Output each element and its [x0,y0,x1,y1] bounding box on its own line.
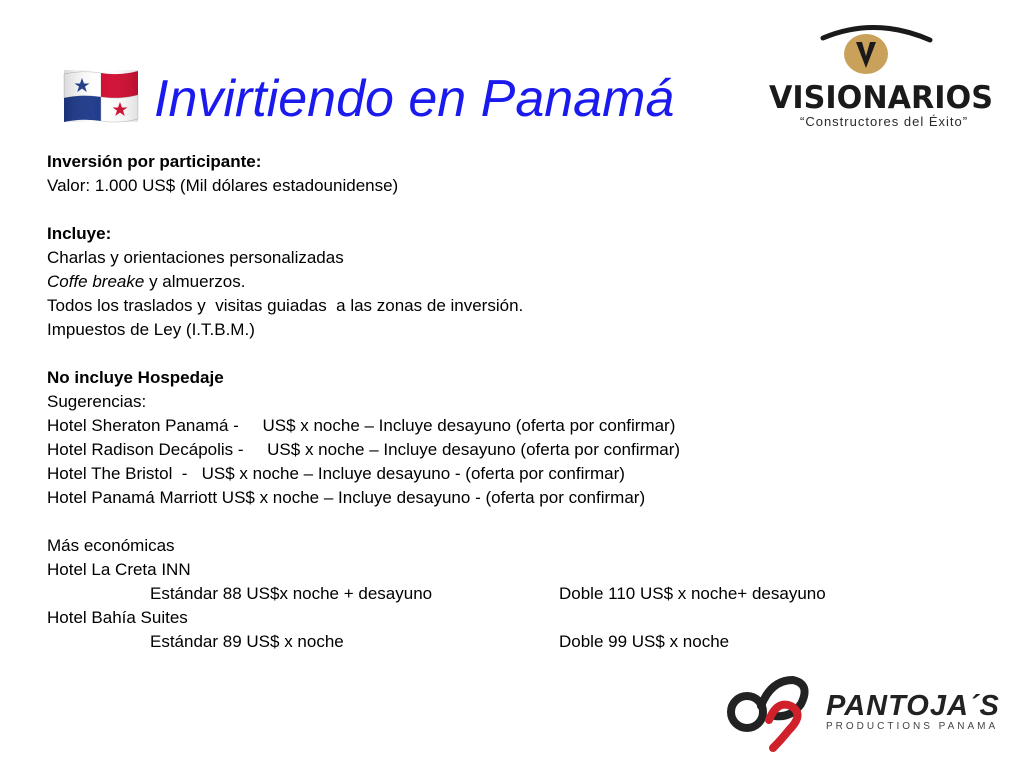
sugerencias-label: Sugerencias: [47,392,147,411]
pantojas-name: PANTOJA´S [826,690,1000,722]
hotel-bristol: Hotel The Bristol - US$ x noche – Incluye desayuno - (oferta por confirmar) [47,464,625,483]
svg-text:VISIONARIOS: VISIONARIOS [769,80,993,116]
bahia-estandar: Estándar 89 US$ x noche [150,632,344,651]
panama-flag-icon [62,68,140,124]
hotel-sheraton: Hotel Sheraton Panamá - US$ x noche – Incluye desayuno (oferta por confirmar) [47,416,676,435]
bahia-doble: Doble 99 US$ x noche [559,632,730,651]
visionarios-tagline: “Constructores del Éxito” [800,114,969,129]
la-creta-rates [47,582,987,606]
inversion-heading: Inversión por participante: [47,152,262,171]
coffee-italic: Coffe breake [47,272,145,291]
page-title: Invirtiendo en Panamá [154,70,675,128]
incluye-heading: Incluye: [47,224,112,243]
no-incluye-heading: No incluye Hospedaje [47,368,224,387]
economicas-label: Más económicas [47,536,175,555]
la-creta-estandar: Estándar 88 US$x noche + desayuno [150,584,433,603]
hotel-marriott: Hotel Panamá Marriott US$ x noche – Incluye desayuno - (oferta por confirmar) [47,488,646,507]
incluye-impuestos: Impuestos de Ley (I.T.B.M.) [47,320,255,339]
pantojas-sub: PRODUCTIONS PANAMA [826,721,999,732]
inversion-value: Valor: 1.000 US$ (Mil dólares estadounidense) [47,176,399,195]
hotel-radison: Hotel Radison Decápolis - US$ x noche – Incluye desayuno (oferta por confirmar) [47,440,681,459]
hotel-bahia: Hotel Bahía Suites [47,608,188,627]
incluye-traslados: Todos los traslados y visitas guiadas a las zonas de inversión. [47,296,524,315]
hotel-la-creta: Hotel La Creta INN [47,560,191,579]
la-creta-doble: Doble 110 US$ x noche+ desayuno [559,584,826,603]
incluye-charlas: Charlas y orientaciones personalizadas [47,248,344,267]
body-text [47,150,987,654]
incluye-coffee [47,270,987,294]
bahia-rates [47,630,987,654]
coffee-rest: y almuerzos. [144,272,246,291]
